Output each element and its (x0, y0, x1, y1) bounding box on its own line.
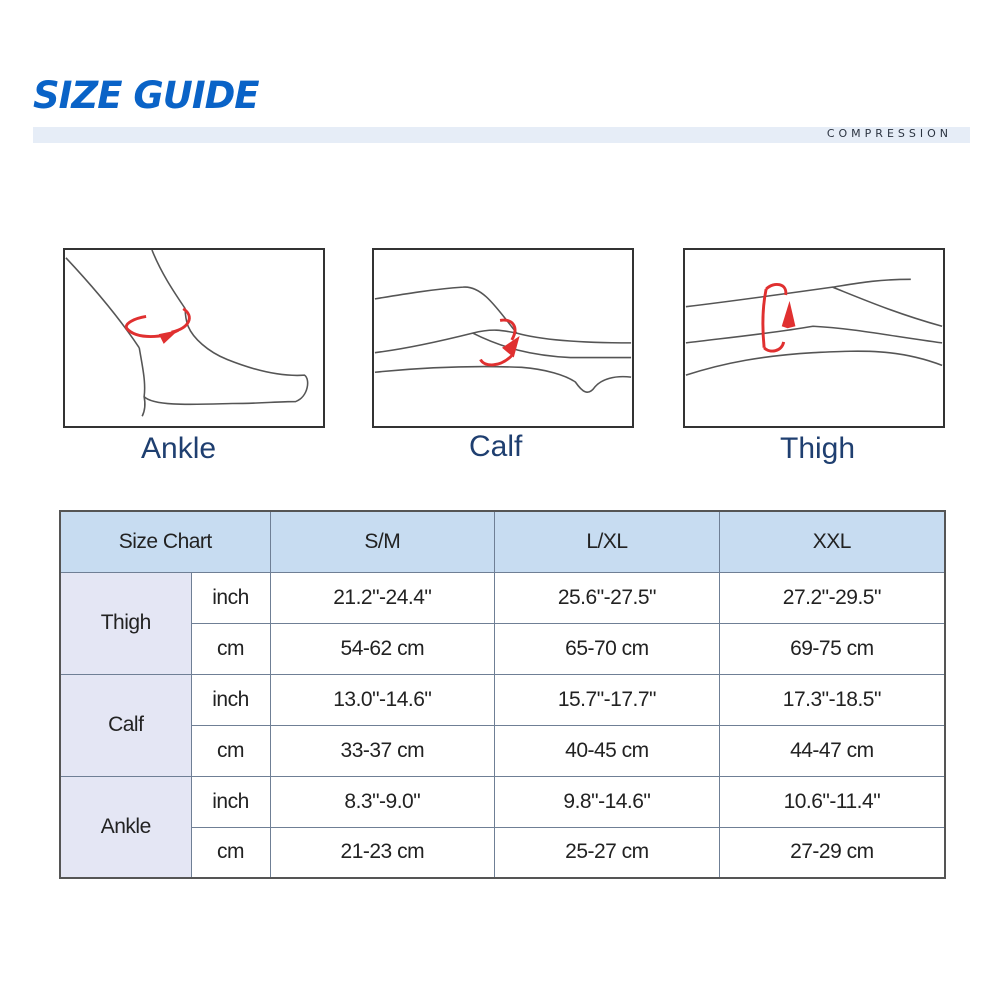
unit-label: cm (191, 827, 270, 878)
table-cell: 13.0"-14.6" (270, 674, 495, 725)
calf-measure-illustration (374, 250, 632, 426)
thigh-caption: Thigh (780, 432, 856, 465)
unit-label: inch (191, 674, 270, 725)
unit-label: cm (191, 725, 270, 776)
size-chart-corner: Size Chart (60, 511, 270, 572)
table-cell: 27-29 cm (719, 827, 945, 878)
table-cell: 9.8"-14.6" (495, 776, 720, 827)
table-row (60, 623, 945, 674)
table-cell: 21-23 cm (270, 827, 495, 878)
table-cell: 27.2"-29.5" (719, 572, 945, 623)
table-cell: 69-75 cm (719, 623, 945, 674)
table-cell: 10.6"-11.4" (719, 776, 945, 827)
table-cell: 44-47 cm (719, 725, 945, 776)
table-cell: 15.7"-17.7" (495, 674, 720, 725)
table-cell: 33-37 cm (270, 725, 495, 776)
table-cell: 17.3"-18.5" (719, 674, 945, 725)
size-header-sm: S/M (270, 511, 495, 572)
body-part-calf: Calf (60, 674, 191, 776)
header-subtitle: COMPRESSION (826, 127, 952, 140)
unit-label: inch (191, 776, 270, 827)
table-cell: 40-45 cm (495, 725, 720, 776)
size-header-lxl: L/XL (495, 511, 720, 572)
table-row (60, 827, 945, 878)
table-cell: 8.3"-9.0" (270, 776, 495, 827)
unit-label: cm (191, 623, 270, 674)
ankle-caption: Ankle (141, 432, 217, 465)
table-row (60, 725, 945, 776)
size-header-xxl: XXL (719, 511, 945, 572)
calf-illustration (372, 248, 634, 428)
table-cell: 54-62 cm (270, 623, 495, 674)
unit-label: inch (191, 572, 270, 623)
table-cell: 65-70 cm (495, 623, 720, 674)
table-row (60, 674, 945, 725)
table-cell: 21.2"-24.4" (270, 572, 495, 623)
table-cell: 25-27 cm (495, 827, 720, 878)
body-part-thigh: Thigh (60, 572, 191, 674)
thigh-illustration (683, 248, 945, 428)
size-chart-table (59, 510, 946, 879)
page-title: SIZE GUIDE (33, 74, 259, 117)
table-row (60, 572, 945, 623)
size-header-row (60, 511, 945, 572)
ankle-measure-illustration (65, 250, 323, 426)
ankle-illustration (63, 248, 325, 428)
table-cell: 25.6"-27.5" (495, 572, 720, 623)
calf-caption: Calf (469, 430, 523, 463)
thigh-measure-illustration (685, 250, 943, 426)
body-part-ankle: Ankle (60, 776, 191, 878)
table-row (60, 776, 945, 827)
